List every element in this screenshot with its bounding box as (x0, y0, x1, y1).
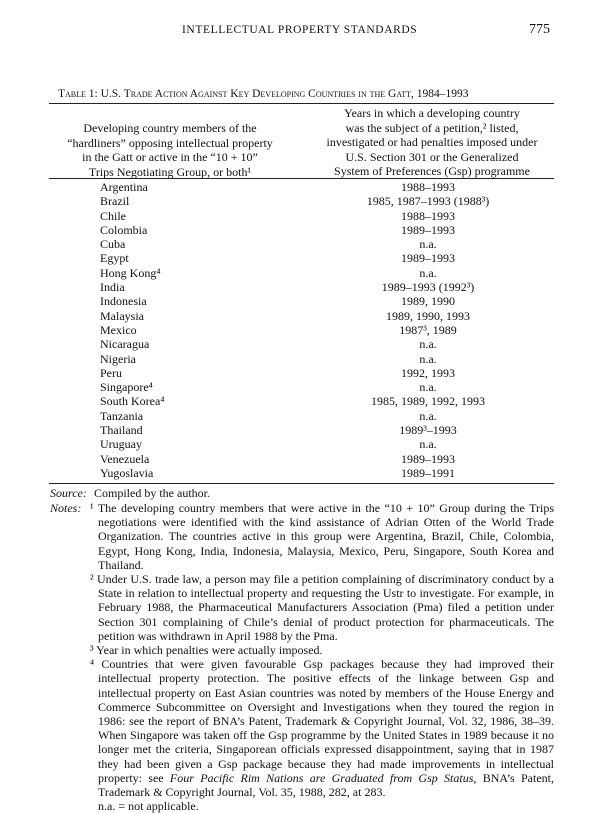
note-4 (90, 657, 554, 799)
table-row (38, 294, 554, 308)
years-cell: 1988–1993 (401, 180, 455, 194)
table-row (38, 352, 554, 366)
years-cell: n.a. (419, 237, 437, 252)
table-row (38, 409, 554, 423)
table-title-text: U.S. Trade Action Against Key Developing Countries in the Gatt, 1984–1993 (100, 88, 469, 100)
table-title-prefix: Table 1: (58, 88, 98, 100)
notes (50, 501, 554, 813)
note-4-italic-title: Four Pacific Rim Nations are Graduated from Gsp Status (169, 770, 474, 785)
years-cell: 1988–1993 (401, 208, 455, 223)
years-cell: 1989–1991 (401, 465, 455, 480)
table-row (38, 251, 554, 265)
country-cell: Hong Kong⁴ (100, 265, 161, 280)
table-row (38, 180, 554, 194)
table-body (38, 180, 554, 480)
running-head (38, 22, 554, 40)
table-row (38, 423, 554, 437)
country-cell: Nicaragua (100, 337, 150, 352)
note-2-text: ² Under U.S. trade law, a person may file a petition complaining of discriminatory conduct by a State in relation to intellectual property and requesting the Ustr to investigate. For example, in February 1988, the Pharmaceutical Manufacturers Association (Pma) filed a petition under Section 301 complaining of Chile’s denial of product protection for pharmaceuticals. The petition was withdrawn in April 1988 by the Pma. (90, 572, 554, 643)
country-cell: Thailand (100, 423, 143, 438)
notes-label: Notes: (50, 501, 82, 515)
years-cell: 1992, 1993 (401, 365, 455, 380)
country-cell: Indonesia (100, 294, 147, 309)
table-title (58, 88, 469, 100)
table-bottom-rule (49, 483, 554, 484)
country-cell: Yugoslavia (100, 465, 154, 480)
table-row (38, 380, 554, 394)
table-row (38, 309, 554, 323)
table-row (38, 337, 554, 351)
years-cell: n.a. (419, 437, 437, 452)
country-cell: Singapore⁴ (100, 380, 153, 395)
country-cell: Brazil (100, 194, 130, 209)
country-cell: Nigeria (100, 351, 136, 366)
country-cell: Cuba (100, 237, 126, 252)
table-row (38, 209, 554, 223)
country-cell: Chile (100, 208, 126, 223)
years-cell: 1989, 1990, 1993 (386, 308, 470, 323)
years-cell: 1989–1993 (401, 451, 455, 466)
years-cell: 1989–1993 (401, 222, 455, 237)
col2-header-line: investigated or had penalties imposed under (326, 135, 538, 149)
table-row (38, 237, 554, 251)
col1-header-line: Trips Negotiating Group, or both¹ (88, 164, 252, 179)
years-cell: 1985, 1987–1993 (1988³) (366, 194, 490, 209)
col2-header-line: U.S. Section 301 or the Generalized (345, 149, 519, 164)
years-cell: n.a. (419, 380, 437, 395)
years-cell: 1989–1993 (1992³) (381, 280, 475, 295)
note-1-text: ¹ The developing country members that were active in the “10 + 10” Group during the Trips negotiations were identified with the kind assistance of Adrian Otten of the World Trade Organization. The countries active in this group were Argentina, Brazil, Chile, Colombia, Egypt, Hong Kong, India, Indonesia, Malaysia, Mexico, Peru, Singapore, South Korea and Thailand. (90, 501, 554, 572)
table-row (38, 323, 554, 337)
country-cell: Peru (100, 365, 122, 380)
note-4-text: ⁴ Countries that were given favourable Gsp packages because they had improved their intellectual property protection. The positive effects of the linkage between Gsp and intellectual property on East Asian countries was noted by members of the House Energy and Commerce Subcommittee on Oversight and Investigations when they toured the region in 1986: see the report of BNA’s Patent, Trademark & Copyright Journal, Vol. 32, 1986, 38–39. When Singapore was taken off the Gsp programme by the United States in 1989 because it no longer met the criteria, Singaporean officials expressed disappointment, saying that in 1987 they had been given a Gsp package because they had made improvements in intellectual property: see (90, 657, 554, 785)
table-row (38, 394, 554, 408)
table-row (38, 223, 554, 237)
column-header-countries (52, 121, 288, 179)
col1-header-line: “hardliners” opposing intellectual property (67, 135, 273, 150)
table-row (38, 466, 554, 480)
country-cell: India (100, 280, 125, 295)
country-cell: Malaysia (100, 308, 144, 323)
note-3-text: ³ Year in which penalties were actually imposed. (90, 643, 323, 658)
table-row (38, 437, 554, 451)
col1-header-line: Developing country members of the (83, 121, 257, 135)
years-cell: n.a. (419, 408, 437, 423)
table-header-rule (49, 178, 554, 179)
table-top-rule (49, 103, 554, 104)
country-cell: South Korea⁴ (100, 394, 165, 409)
table-row (38, 280, 554, 294)
country-cell: Mexico (100, 322, 137, 337)
years-cell: 1987³, 1989 (399, 322, 457, 337)
note-2 (90, 572, 554, 643)
col1-header-line: in the Gatt or active in the “10 + 10” (82, 150, 258, 164)
years-cell: 1989, 1990 (401, 294, 455, 309)
years-cell: n.a. (419, 265, 437, 280)
years-cell: 1989³–1993 (399, 423, 457, 438)
country-cell: Venezuela (100, 451, 150, 466)
years-cell: n.a. (419, 337, 437, 352)
country-cell: Egypt (100, 251, 129, 266)
table-row (38, 452, 554, 466)
col2-header-line: Years in which a developing country (344, 106, 520, 120)
country-cell: Uruguay (100, 437, 142, 452)
table-row (38, 366, 554, 380)
country-cell: Argentina (100, 180, 148, 194)
note-3 (90, 643, 554, 657)
page-number: 775 (529, 22, 550, 37)
note-4-tail: , BNA’s Patent, Trademark & Copyright Journal, Vol. 35, 1988, 282, at 283. (98, 770, 554, 800)
years-cell: n.a. (419, 351, 437, 366)
na-definition: n.a. = not applicable. (98, 799, 199, 813)
source-label: Source: (50, 486, 87, 500)
table-row (38, 266, 554, 280)
running-head-title: INTELLECTUAL PROPERTY STANDARDS (182, 24, 418, 36)
table-row (38, 194, 554, 208)
col2-header-line: System of Preferences (Gsp) programme (334, 164, 530, 178)
col2-header-line: was the subject of a petition,² listed, (345, 120, 519, 135)
years-cell: 1989–1993 (401, 251, 455, 266)
years-cell: 1985, 1989, 1992, 1993 (371, 394, 485, 409)
source-text: Compiled by the author. (94, 486, 210, 500)
country-cell: Tanzania (100, 408, 144, 423)
country-cell: Colombia (100, 222, 148, 237)
column-header-years (310, 106, 554, 179)
note-1 (90, 501, 554, 572)
